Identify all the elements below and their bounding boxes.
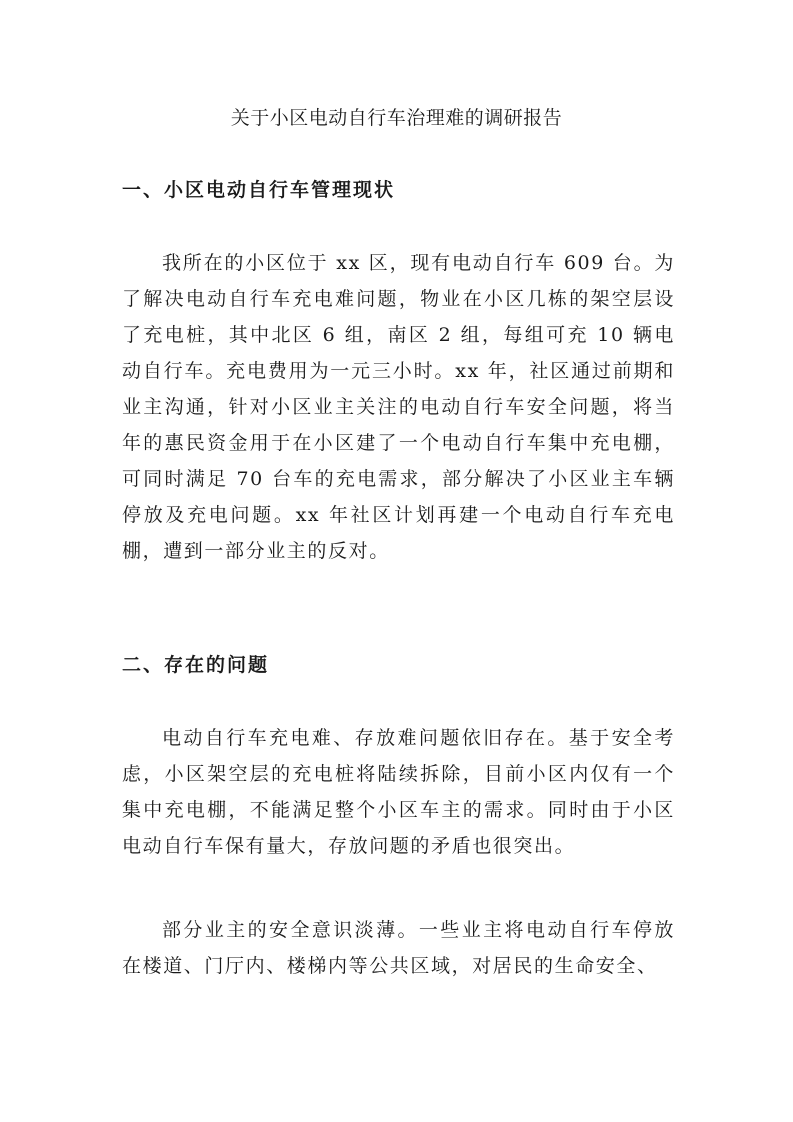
section-heading-problems: 二、存在的问题 bbox=[122, 654, 270, 676]
paragraph-safety-awareness: 部分业主的安全意识淡薄。一些业主将电动自行车停放在楼道、门厅内、楼梯内等公共区域，对居民的生命安全、 bbox=[122, 919, 675, 977]
paragraph-status: 我所在的小区位于 xx 区，现有电动自行车 609 台。为了解决电动自行车充电难问题，物业在小区几栋的架空层设了充电桩，其中北区 6 组，南区 2 组，每组可充 10 辆电动自行车。充电费用为一元三小时。xx 年，社区通过前期和业主沟通，针对小区业主关注的电动自行车安全问题，将当年的惠民资金用于在小区建了一个电动自行车集中充电棚，可同时满足 70 台车的充电需求，部分解决了小区业主车辆停放及充电问题。xx 年社区计划再建一个电动自行车充电棚，遭到一部分业主的反对。 bbox=[122, 252, 675, 562]
section-heading-status: 一、小区电动自行车管理现状 bbox=[122, 179, 396, 201]
document-title: 关于小区电动自行车治理难的调研报告 bbox=[230, 107, 563, 129]
paragraph-charging-storage: 电动自行车充电难、存放难问题依旧存在。基于安全考虑，小区架空层的充电桩将陆续拆除，目前小区内仅有一个集中充电棚，不能满足整个小区车主的需求。同时由于小区电动自行车保有量大，存放问题的矛盾也很突出。 bbox=[122, 727, 675, 857]
